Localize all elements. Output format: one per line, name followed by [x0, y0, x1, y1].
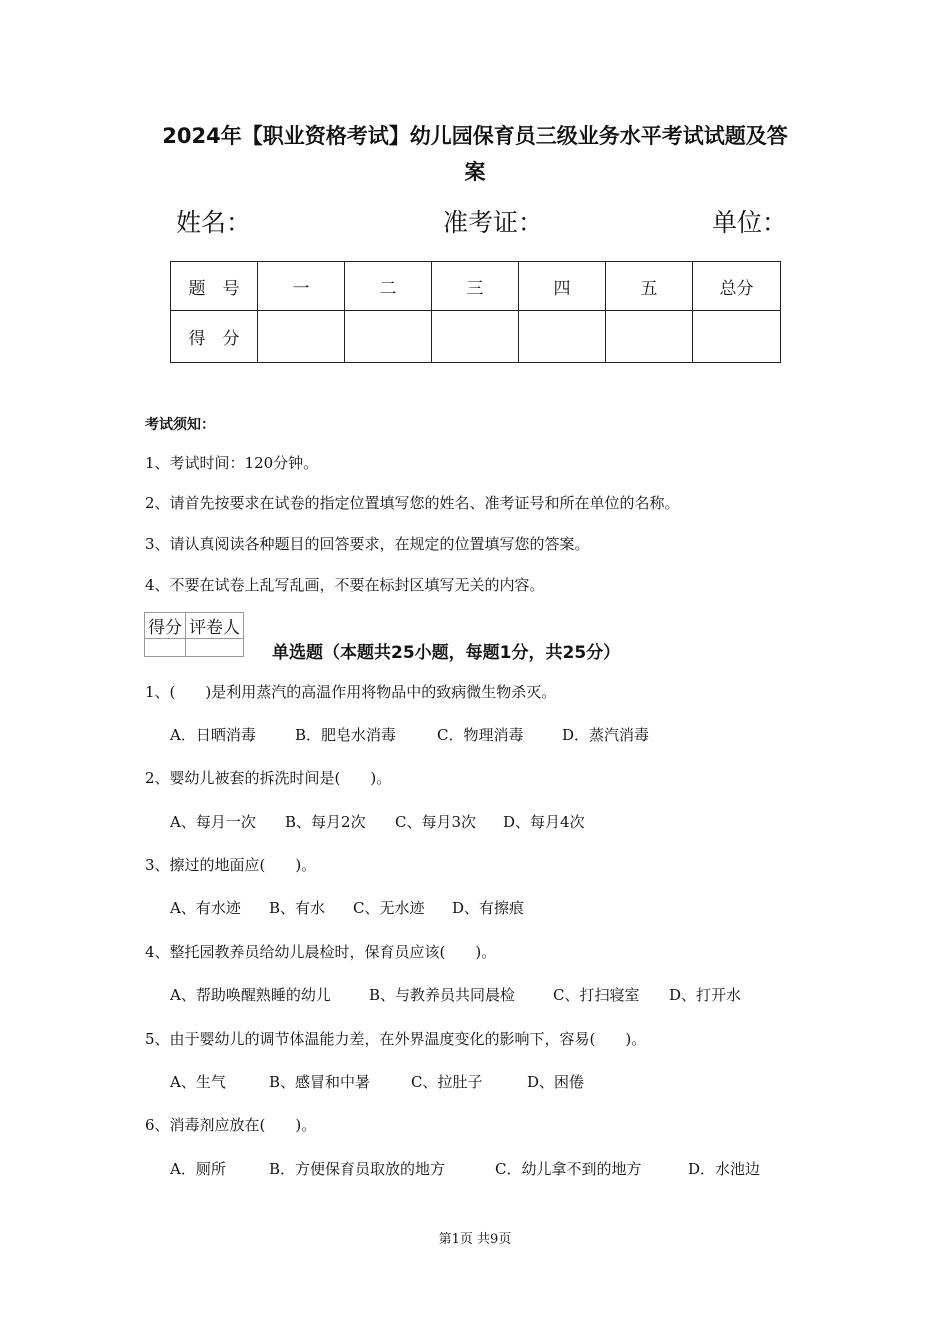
- option-a[interactable]: A、生气: [170, 1073, 226, 1091]
- option-a[interactable]: A、帮助唤醒熟睡的幼儿: [170, 986, 331, 1004]
- notice-item: 2、请首先按要求在试卷的指定位置填写您的姓名、准考证号和所在单位的名称。: [145, 494, 680, 512]
- option-c[interactable]: C、拉肚子: [411, 1073, 483, 1091]
- option-c[interactable]: C．物理消毒: [437, 726, 524, 744]
- question-options: [170, 724, 649, 745]
- section-title: 单选题（本题共25小题，每题1分，共25分）: [272, 643, 621, 663]
- page-footer: 第1页 共9页: [438, 1232, 512, 1247]
- option-d[interactable]: D、有擦痕: [452, 899, 525, 917]
- notice-item: 4、不要在试卷上乱写乱画，不要在标封区填写无关的内容。: [145, 576, 545, 594]
- notice-item: 3、请认真阅读各种题目的回答要求，在规定的位置填写您的答案。: [145, 535, 590, 553]
- option-a[interactable]: A、每月一次: [170, 813, 256, 831]
- score-input-cell[interactable]: [432, 311, 519, 363]
- question-text: 1、( )是利用蒸汽的高温作用将物品中的致病微生物杀灭。: [145, 683, 557, 701]
- score-table-cell: 题 号: [171, 262, 258, 311]
- question-text: 4、整托园教养员给幼儿晨检时，保育员应该( )。: [145, 943, 497, 961]
- option-c[interactable]: C、打扫寝室: [553, 986, 640, 1004]
- option-b[interactable]: B、有水: [269, 899, 326, 917]
- title-line-1: 2024年【职业资格考试】幼儿园保育员三级业务水平考试试题及答: [162, 124, 788, 148]
- score-table: [170, 261, 781, 363]
- score-input-cell[interactable]: [345, 311, 432, 363]
- score-table-cell: 得 分: [171, 311, 258, 363]
- score-table-header-row: [171, 262, 781, 311]
- score-input-cell[interactable]: [258, 311, 345, 363]
- score-input-cell[interactable]: [606, 311, 693, 363]
- option-d[interactable]: D．水池边: [688, 1160, 761, 1178]
- notice-title: 考试须知：: [145, 417, 215, 433]
- title-line-2: 案: [464, 160, 486, 184]
- score-table-cell: 一: [258, 262, 345, 311]
- score-input-cell[interactable]: [519, 311, 606, 363]
- option-c[interactable]: C、无水迹: [353, 899, 425, 917]
- score-input-cell[interactable]: [693, 311, 781, 363]
- question-options: [170, 984, 741, 1005]
- grader-box: [144, 612, 244, 657]
- score-table-cell: 四: [519, 262, 606, 311]
- unit-label: 单位：: [712, 208, 788, 237]
- option-d[interactable]: D、打开水: [669, 986, 742, 1004]
- option-b[interactable]: B．方便保育员取放的地方: [269, 1160, 446, 1178]
- grader-name-cell[interactable]: [186, 639, 244, 657]
- option-c[interactable]: C．幼儿拿不到的地方: [495, 1160, 642, 1178]
- document-title: [130, 118, 820, 190]
- name-label: 姓名：: [176, 208, 252, 237]
- option-d[interactable]: D、每月4次: [503, 813, 585, 831]
- option-b[interactable]: B．肥皂水消毒: [295, 726, 397, 744]
- score-table-cell: 总分: [693, 262, 781, 311]
- exam-id-label: 准考证：: [443, 208, 544, 237]
- question-options: [170, 897, 524, 918]
- question-options: [170, 811, 585, 832]
- option-b[interactable]: B、与教养员共同晨检: [369, 986, 516, 1004]
- option-c[interactable]: C、每月3次: [395, 813, 477, 831]
- option-a[interactable]: A．厕所: [170, 1160, 226, 1178]
- grader-score-label: 得分: [145, 613, 186, 639]
- option-a[interactable]: A、有水迹: [170, 899, 241, 917]
- option-d[interactable]: D．蒸汽消毒: [562, 726, 650, 744]
- grader-name-label: 评卷人: [186, 613, 244, 639]
- question-text: 5、由于婴幼儿的调节体温能力差，在外界温度变化的影响下，容易( )。: [145, 1030, 647, 1048]
- question-options: [170, 1071, 584, 1092]
- score-table-score-row: [171, 311, 781, 363]
- grader-score-cell[interactable]: [145, 639, 186, 657]
- score-table-cell: 三: [432, 262, 519, 311]
- option-a[interactable]: A．日晒消毒: [170, 726, 256, 744]
- option-b[interactable]: B、感冒和中暑: [269, 1073, 371, 1091]
- question-text: 3、擦过的地面应( )。: [145, 856, 317, 874]
- score-table-cell: 五: [606, 262, 693, 311]
- question-text: 6、消毒剂应放在( )。: [145, 1116, 317, 1134]
- notice-item: 1、考试时间：120分钟。: [145, 454, 319, 472]
- question-text: 2、婴幼儿被套的拆洗时间是( )。: [145, 769, 392, 787]
- option-b[interactable]: B、每月2次: [285, 813, 366, 831]
- score-table-cell: 二: [345, 262, 432, 311]
- option-d[interactable]: D、困倦: [527, 1073, 585, 1091]
- question-options: [170, 1158, 760, 1179]
